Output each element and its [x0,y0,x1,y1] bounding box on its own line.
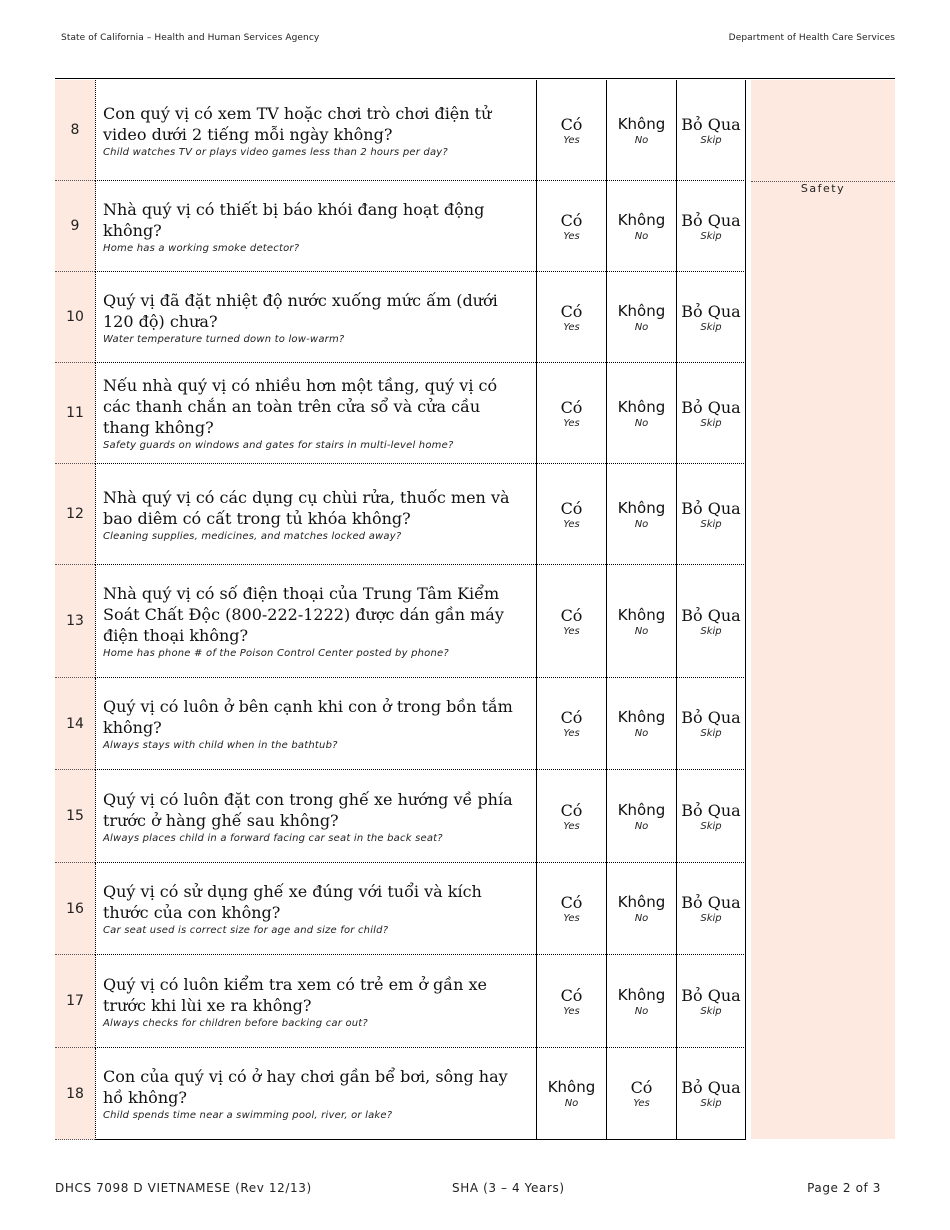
answer-option-skip[interactable] [676,565,746,678]
question-row-17 [55,955,751,1048]
answer-label-english: Skip [700,518,722,530]
question-vietnamese: Quý vị có sử dụng ghế xe đúng với tuổi và kích thước của con không? [103,882,482,922]
answer-label-english: Yes [563,230,580,242]
answer-label-english: Skip [700,728,722,739]
question-number: 17 [55,955,95,1048]
question-row-13 [55,565,751,678]
answer-label-english: Yes [563,417,580,429]
question-english: Car seat used is correct size for age and size for child? [103,925,389,936]
answer-label: Có [560,800,583,820]
answer-label: Có [560,893,583,912]
answer-label-english: No [564,1098,579,1109]
header-department: Department of Health Care Services [728,33,895,43]
answer-label-english: Skip [700,820,722,832]
questionnaire-table [55,80,895,1140]
answer-label: Có [560,301,583,321]
question-vietnamese: Quý vị có luôn ở bên cạnh khi con ở trong bồn tắm không? [103,697,513,737]
answer-label-english: Yes [633,1098,650,1109]
answer-label: Không [617,210,666,229]
answer-option-1[interactable] [536,181,606,272]
answer-option-2[interactable] [606,272,676,363]
answer-label: Bỏ Qua [681,498,741,518]
answer-label-english: Yes [563,518,580,530]
answer-label: Không [617,985,666,1004]
answer-option-1[interactable] [536,863,606,955]
answer-label: Không [547,1078,596,1096]
answer-option-2[interactable] [606,80,676,181]
section-column [751,80,895,1139]
footer-form-title: SHA (3 – 4 Years) [452,1181,565,1195]
question-english: Home has phone # of the Poison Control Center posted by phone? [103,648,449,659]
question-text [95,565,536,678]
answer-label: Có [560,985,583,1005]
answer-option-2[interactable] [606,363,676,464]
top-rule [55,78,895,79]
answer-label: Có [560,114,583,134]
question-row-18 [55,1048,751,1140]
question-text [95,80,536,181]
answer-label: Bỏ Qua [681,800,741,820]
question-number: 12 [55,464,95,565]
answer-label-english: Skip [700,417,722,429]
answer-option-2[interactable] [606,1048,676,1140]
question-number: 9 [55,181,95,272]
answer-option-1[interactable] [536,80,606,181]
answer-label: Bỏ Qua [681,985,741,1005]
answer-label: Có [560,498,583,518]
question-number: 10 [55,272,95,363]
answer-option-2[interactable] [606,863,676,955]
answer-label: Bỏ Qua [681,397,741,417]
answer-label: Có [560,605,583,625]
answer-option-skip[interactable] [676,363,746,464]
question-vietnamese: Quý vị có luôn kiểm tra xem có trẻ em ở gần xe trước khi lùi xe ra không? [103,974,487,1015]
question-english: Child spends time near a swimming pool, river, or lake? [103,1110,393,1121]
question-english: Always places child in a forward facing car seat in the back seat? [103,832,443,844]
answer-label-english: Yes [563,728,580,739]
answer-label: Không [617,708,666,726]
answer-label-english: Yes [563,625,580,637]
answer-label-english: Yes [563,913,580,924]
question-english: Child watches TV or plays video games less than 2 hours per day? [103,146,448,158]
answer-label-english: No [634,230,649,242]
answer-label: Bỏ Qua [681,114,741,134]
answer-label: Không [617,498,666,517]
answer-option-1[interactable] [536,464,606,565]
question-row-14 [55,678,751,770]
answer-option-1[interactable] [536,272,606,363]
question-text [95,1048,536,1140]
footer-page-number: Page 2 of 3 [807,1181,881,1195]
answer-option-1[interactable] [536,1048,606,1140]
question-text [95,678,536,770]
question-row-8 [55,80,751,181]
question-number: 15 [55,770,95,863]
question-text [95,181,536,272]
question-number: 16 [55,863,95,955]
question-vietnamese: Nhà quý vị có các dụng cụ chùi rửa, thuốc men và bao diêm có cất trong tủ khóa không? [103,487,510,528]
answer-label: Bỏ Qua [681,893,741,912]
answer-label: Bỏ Qua [681,1078,741,1097]
question-english: Home has a working smoke detector? [103,242,300,254]
footer-form-id: DHCS 7098 D VIETNAMESE (Rev 12/13) [55,1181,312,1195]
question-text [95,770,536,863]
answer-label-english: Yes [563,134,580,146]
answer-label: Bỏ Qua [681,708,741,727]
answer-label-english: No [634,913,649,924]
answer-option-2[interactable] [606,678,676,770]
answer-label-english: No [634,518,649,530]
answer-option-1[interactable] [536,565,606,678]
question-text [95,955,536,1048]
answer-label-english: No [634,321,649,333]
answer-label-english: No [634,820,649,832]
question-text [95,863,536,955]
header-agency: State of California – Health and Human Services Agency [61,33,320,43]
question-number: 18 [55,1048,95,1140]
question-english: Safety guards on windows and gates for stairs in multi-level home? [103,440,454,451]
question-number: 13 [55,565,95,678]
question-number: 11 [55,363,95,464]
answer-option-skip[interactable] [676,770,746,863]
answer-label: Không [617,114,666,133]
answer-option-2[interactable] [606,955,676,1048]
answer-option-1[interactable] [536,363,606,464]
answer-label-english: Skip [700,321,722,333]
question-vietnamese: Nhà quý vị có số điện thoại của Trung Tâm Kiểm Soát Chất Độc (800-222-1222) được dán gần máy điện thoại không? [103,584,504,645]
answer-option-skip[interactable] [676,863,746,955]
answer-label: Không [617,397,666,416]
answer-option-skip[interactable] [676,272,746,363]
answer-label-english: Skip [700,913,722,924]
question-row-15 [55,770,751,863]
answer-label-english: Skip [700,230,722,242]
answer-label: Không [617,800,666,819]
answer-option-skip[interactable] [676,80,746,181]
answer-label: Có [560,397,583,417]
question-row-9 [55,181,751,272]
answer-option-1[interactable] [536,678,606,770]
answer-option-skip[interactable] [676,464,746,565]
answer-label: Không [617,893,666,911]
question-vietnamese: Nếu nhà quý vị có nhiều hơn một tầng, quý vị có các thanh chắn an toàn trên cửa sổ và cửa cầu thang không? [103,376,498,437]
question-vietnamese: Quý vị đã đặt nhiệt độ nước xuống mức ấm (dưới 120 độ) chưa? [103,290,498,331]
answer-label-english: Skip [700,1098,722,1109]
answer-label-english: No [634,625,649,637]
question-row-10 [55,272,751,363]
answer-label: Bỏ Qua [681,301,741,321]
answer-label-english: Yes [563,1005,580,1017]
answer-option-skip[interactable] [676,1048,746,1140]
question-vietnamese: Quý vị có luôn đặt con trong ghế xe hướng về phía trước ở hàng ghế sau không? [103,789,513,830]
question-vietnamese: Nhà quý vị có thiết bị báo khói đang hoạt động không? [103,199,485,240]
answer-option-skip[interactable] [676,181,746,272]
question-text [95,272,536,363]
answer-option-2[interactable] [606,464,676,565]
question-english: Water temperature turned down to low-warm? [103,333,345,345]
question-english: Cleaning supplies, medicines, and matches locked away? [103,530,402,542]
answer-option-skip[interactable] [676,678,746,770]
question-english: Always checks for children before backing car out? [103,1017,368,1029]
question-row-11 [55,363,751,464]
answer-option-2[interactable] [606,565,676,678]
answer-label: Có [560,210,583,230]
answer-label: Bỏ Qua [681,210,741,230]
answer-label: Có [630,1078,653,1097]
question-english: Always stays with child when in the bathtub? [103,740,338,751]
answer-label-english: No [634,728,649,739]
question-vietnamese: Con quý vị có xem TV hoặc chơi trò chơi điện tử video dưới 2 tiếng mỗi ngày không? [103,103,492,144]
answer-label: Không [617,605,666,624]
answer-label-english: No [634,1005,649,1017]
answer-label-english: No [634,134,649,146]
question-row-12 [55,464,751,565]
question-row-16 [55,863,751,955]
answer-option-1[interactable] [536,955,606,1048]
question-vietnamese: Con của quý vị có ở hay chơi gần bể bơi, sông hay hồ không? [103,1067,508,1107]
answer-label-english: No [634,417,649,429]
question-text [95,363,536,464]
answer-label-english: Skip [700,625,722,637]
answer-label: Không [617,301,666,320]
answer-label-english: Yes [563,321,580,333]
answer-option-2[interactable] [606,770,676,863]
answer-option-2[interactable] [606,181,676,272]
answer-option-1[interactable] [536,770,606,863]
answer-label: Có [560,708,583,727]
question-number: 14 [55,678,95,770]
section-label-safety: Safety [800,182,846,195]
answer-label-english: Skip [700,1005,722,1017]
answer-label-english: Yes [563,820,580,832]
answer-label: Bỏ Qua [681,605,741,625]
answer-option-skip[interactable] [676,955,746,1048]
question-number: 8 [55,80,95,181]
answer-label-english: Skip [700,134,722,146]
question-text [95,464,536,565]
